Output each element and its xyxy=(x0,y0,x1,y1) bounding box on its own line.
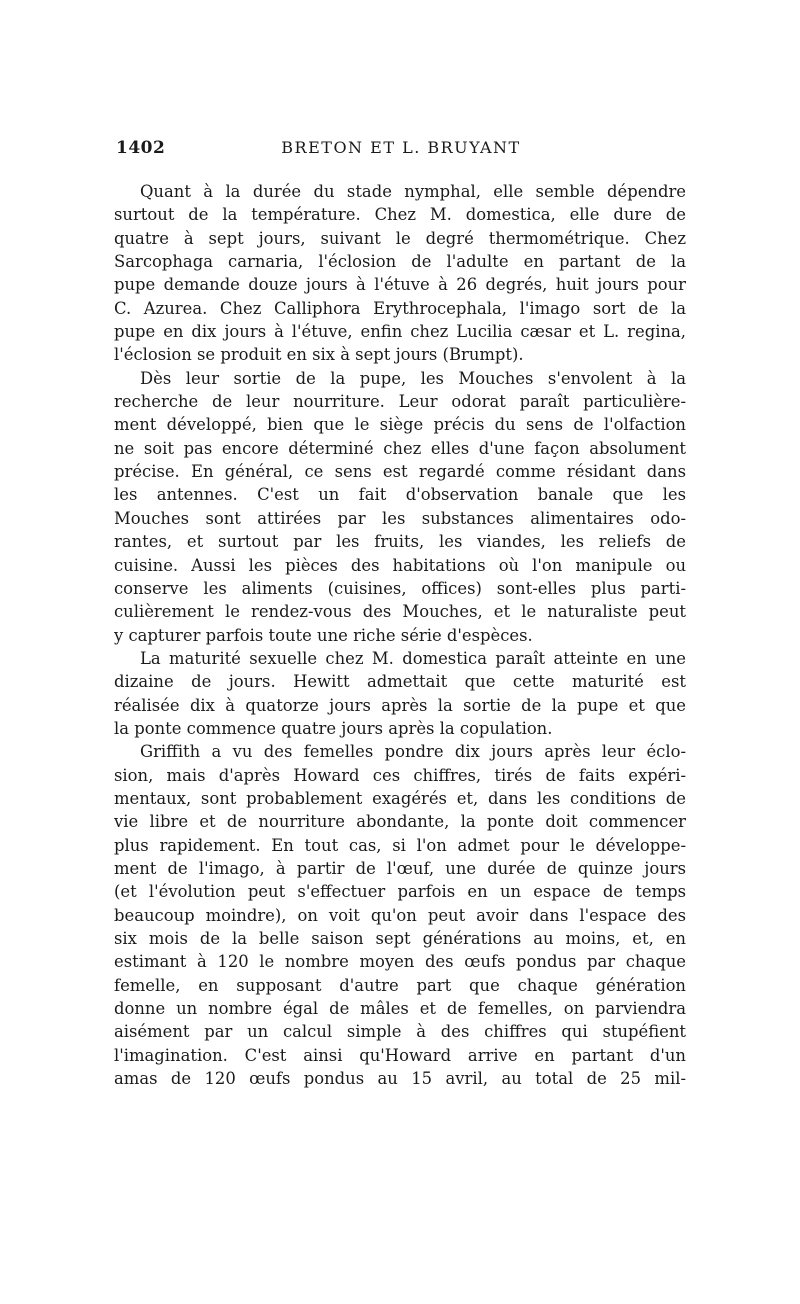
text-line: ne soit pas encore déterminé chez elles d'une façon absolument xyxy=(114,438,686,458)
running-head: BRETON ET L. BRUYANT xyxy=(281,138,521,157)
text-line: pupe en dix jours à l'étuve, enfin chez Lucilia cæsar et L. regina, xyxy=(114,322,686,342)
text-line: Mouches sont attirées par les substances alimentaires odo- xyxy=(114,508,686,528)
text-line: donne un nombre égal de mâles et de femelles, on parviendra xyxy=(114,999,686,1019)
paragraph xyxy=(114,180,686,367)
text-line: vie libre et de nourriture abondante, la ponte doit commencer xyxy=(114,812,686,832)
page-header xyxy=(116,138,686,168)
text-line: femelle, en supposant d'autre part que chaque génération xyxy=(114,975,686,995)
text-line: quatre à sept jours, suivant le degré thermométrique. Chez xyxy=(114,228,686,248)
text-line: Sarcophaga carnaria, l'éclosion de l'adulte en partant de la xyxy=(114,252,686,272)
text-line: la ponte commence quatre jours après la copulation. xyxy=(114,718,553,738)
text-line: culièrement le rendez-vous des Mouches, et le naturaliste peut xyxy=(114,602,686,622)
text-line: Dès leur sortie de la pupe, les Mouches s'envolent à la xyxy=(140,368,686,388)
body-text xyxy=(114,180,686,1090)
text-line: Quant à la durée du stade nymphal, elle semble dépendre xyxy=(140,182,686,201)
text-line: C. Azurea. Chez Calliphora Erythrocephala, l'imago sort de la xyxy=(114,298,686,318)
page-number: 1402 xyxy=(116,138,166,158)
text-line: plus rapidement. En tout cas, si l'on admet pour le développe- xyxy=(114,835,686,855)
text-line: rantes, et surtout par les fruits, les viandes, les reliefs de xyxy=(114,532,686,552)
text-line: dizaine de jours. Hewitt admettait que cette maturité est xyxy=(114,672,686,692)
text-line: aisément par un calcul simple à des chiffres qui stupéfient xyxy=(114,1022,686,1042)
text-line: conserve les aliments (cuisines, offices) sont-elles plus parti- xyxy=(114,578,686,598)
text-line: recherche de leur nourriture. Leur odorat paraît particulière- xyxy=(114,392,686,412)
text-line: six mois de la belle saison sept générations au moins, et, en xyxy=(114,929,686,948)
text-line: ment de l'imago, à partir de l'œuf, une durée de quinze jours xyxy=(114,858,686,878)
text-line: précise. En général, ce sens est regardé comme résidant dans xyxy=(114,462,686,482)
text-line: beaucoup moindre), on voit qu'on peut avoir dans l'espace des xyxy=(114,905,686,925)
text-line: l'imagination. C'est ainsi qu'Howard arrive en partant d'un xyxy=(114,1045,686,1065)
text-line: réalisée dix à quatorze jours après la sortie de la pupe et que xyxy=(114,695,686,715)
paragraph xyxy=(114,647,686,740)
text-line: (et l'évolution peut s'effectuer parfois en un espace de temps xyxy=(114,882,686,902)
paragraph xyxy=(114,367,686,647)
text-line: surtout de la température. Chez M. domestica, elle dure de xyxy=(114,205,686,225)
text-line: y capturer parfois toute une riche série d'espèces. xyxy=(114,625,533,645)
text-line: Griffith a vu des femelles pondre dix jours après leur éclo- xyxy=(140,742,686,762)
text-line: les antennes. C'est un fait d'observation banale que les xyxy=(114,485,686,505)
text-line: amas de 120 œufs pondus au 15 avril, au total de 25 mil- xyxy=(114,1069,686,1089)
text-line: pupe demande douze jours à l'étuve à 26 degrés, huit jours pour xyxy=(114,275,686,295)
text-line: mentaux, sont probablement exagérés et, dans les conditions de xyxy=(114,788,686,808)
text-line: cuisine. Aussi les pièces des habitations où l'on manipule ou xyxy=(114,555,686,575)
text-line: estimant à 120 le nombre moyen des œufs pondus par chaque xyxy=(114,952,686,972)
paragraph xyxy=(114,740,686,1090)
text-line: ment développé, bien que le siège précis du sens de l'olfaction xyxy=(114,415,686,435)
text-line: sion, mais d'après Howard ces chiffres, tirés de faits expéri- xyxy=(114,765,686,785)
text-line: La maturité sexuelle chez M. domestica paraît atteinte en une xyxy=(140,648,686,668)
text-line: l'éclosion se produit en six à sept jours (Brumpt). xyxy=(114,345,524,365)
